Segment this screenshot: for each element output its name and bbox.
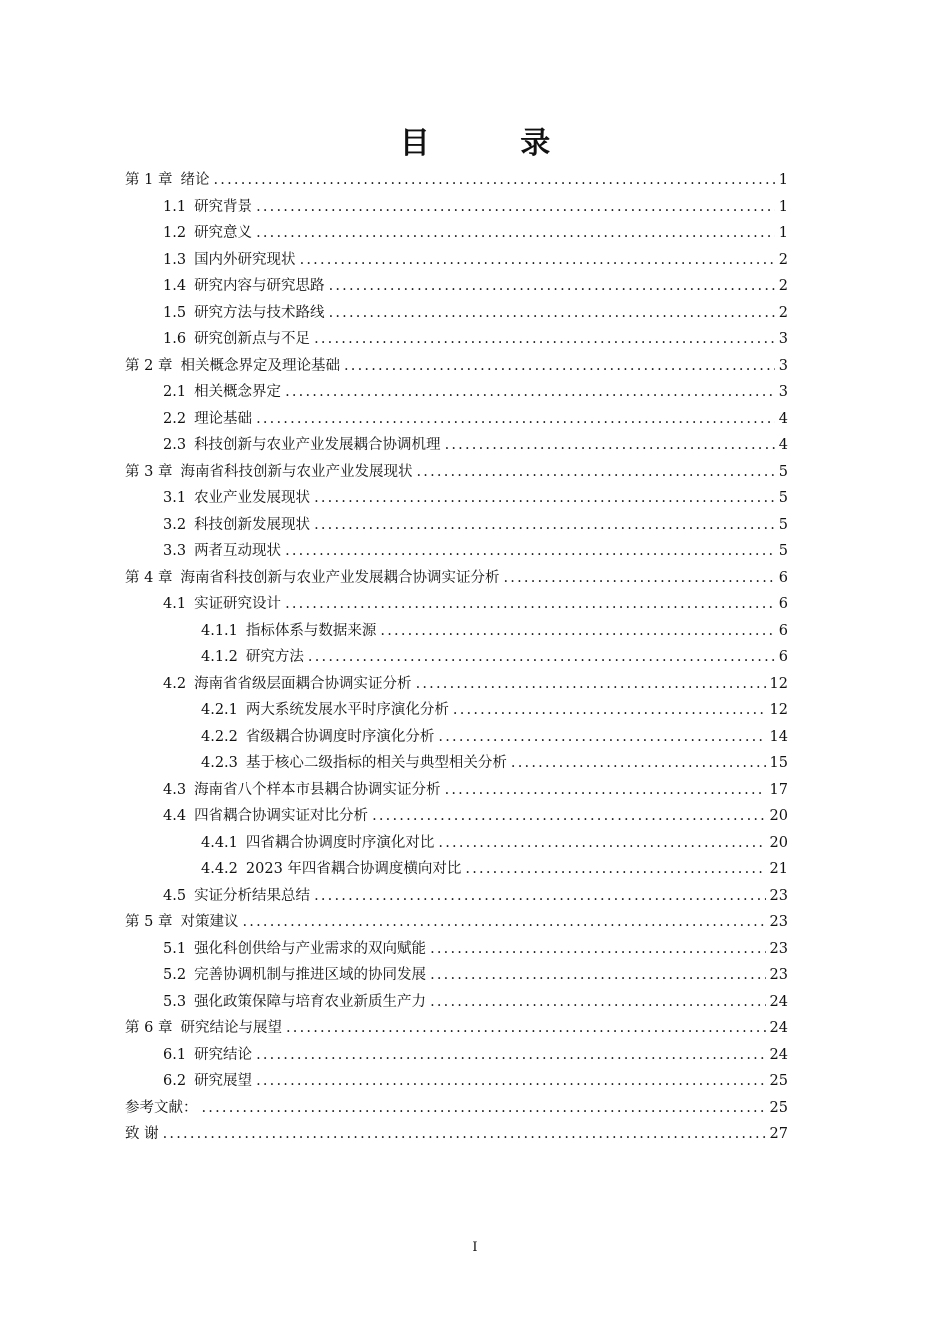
- toc-entry-page: 25: [769, 1073, 788, 1089]
- toc-entry-text: 研究意义: [194, 225, 253, 241]
- toc-entry-page: 3: [778, 357, 788, 374]
- toc-entry-label: [125, 353, 340, 380]
- toc-entry-label: [125, 1095, 198, 1122]
- toc-entry-page: 27: [769, 1126, 788, 1142]
- toc-entry[interactable]: [0, 671, 950, 698]
- toc-entry-label: [163, 671, 412, 698]
- toc-entry[interactable]: [0, 406, 950, 433]
- toc-entry-label: [163, 485, 310, 512]
- toc-entry-label: [125, 1121, 159, 1148]
- toc-entry-text: 相关概念界定及理论基础: [180, 357, 340, 374]
- toc-entry-number: 6.2: [163, 1073, 187, 1089]
- toc-entry-page: 5: [778, 543, 788, 559]
- toc-entry-text: 研究背景: [194, 198, 253, 215]
- toc-entry[interactable]: [0, 326, 950, 353]
- toc-entry-label: [163, 432, 441, 459]
- toc-entry[interactable]: [0, 962, 950, 989]
- toc-entry-label: [163, 194, 252, 221]
- toc-entry[interactable]: [0, 697, 950, 724]
- toc-entry-text: 科技创新发展现状: [194, 516, 311, 533]
- toc-entry-text: 实证分析结果总结: [194, 887, 311, 904]
- toc-entry-number: 2.1: [163, 384, 187, 400]
- toc-entry-text: 2023 年四省耦合协调度横向对比: [245, 861, 462, 877]
- toc-entry-page: 2: [778, 304, 788, 321]
- toc-entry-number: 5.3: [163, 993, 187, 1010]
- dot-leader: [416, 459, 774, 486]
- dot-leader: [285, 538, 775, 565]
- dot-leader: [314, 883, 765, 910]
- toc-entry-label: [163, 936, 426, 963]
- toc-entry-text: 研究展望: [194, 1073, 253, 1089]
- toc-entry[interactable]: [0, 856, 950, 883]
- toc-entry-page: 20: [769, 808, 788, 824]
- toc-entry[interactable]: [0, 432, 950, 459]
- toc-entry-page: 5: [778, 490, 788, 506]
- toc-entry-number: 第 3 章: [125, 463, 173, 480]
- toc-entry-label: [163, 273, 325, 300]
- toc-entry-text: 理论基础: [194, 410, 253, 427]
- toc-entry-number: 1.6: [163, 331, 187, 347]
- toc-entry-page: 5: [778, 516, 788, 533]
- dot-leader: [285, 379, 775, 406]
- toc-entry-page: 5: [778, 463, 788, 480]
- toc-entry-label: [201, 618, 376, 645]
- toc-entry-text: 实证研究设计: [194, 596, 282, 612]
- toc-entry[interactable]: [0, 247, 950, 274]
- toc-entry[interactable]: [0, 1068, 950, 1095]
- toc-entry[interactable]: [0, 353, 950, 380]
- toc-entry-label: [163, 591, 281, 618]
- toc-entry-label: [125, 167, 209, 194]
- toc-entry-page: 2: [778, 278, 788, 294]
- toc-entry[interactable]: [0, 220, 950, 247]
- toc-entry-number: 4.2: [163, 675, 187, 692]
- toc-entry[interactable]: [0, 1042, 950, 1069]
- dot-leader: [445, 432, 775, 459]
- toc-entry-number: 4.3: [163, 781, 187, 798]
- toc-entry-number: 4.4.1: [201, 834, 238, 851]
- dot-leader: [256, 1068, 765, 1095]
- toc-entry-label: [163, 406, 252, 433]
- toc-entry[interactable]: [0, 1015, 950, 1042]
- toc-entry-label: [201, 750, 507, 777]
- toc-entry-number: 4.2.1: [201, 702, 238, 718]
- toc-entry-number: 2.2: [163, 410, 187, 427]
- toc-entry-label: [201, 697, 449, 724]
- toc-entry-label: [201, 856, 461, 883]
- toc-entry[interactable]: [0, 167, 950, 194]
- toc-entry[interactable]: [0, 750, 950, 777]
- toc-entry-text: 海南省八个样本市县耦合协调实证分析: [194, 781, 441, 798]
- toc-entry[interactable]: [0, 1121, 950, 1148]
- toc-entry-number: 4.4: [163, 808, 187, 824]
- toc-entry-text: 四省耦合协调实证对比分析: [194, 808, 369, 824]
- dot-leader: [242, 909, 765, 936]
- toc-entry-number: 5.2: [163, 967, 187, 983]
- toc-entry-label: [163, 220, 252, 247]
- toc-entry[interactable]: [0, 565, 950, 592]
- toc-entry-label: [163, 989, 426, 1016]
- toc-entry-text: 海南省科技创新与农业产业发展现状: [180, 463, 413, 480]
- toc-entry-page: 24: [769, 993, 788, 1010]
- toc-entry-label: [201, 644, 304, 671]
- toc-entry-number: 1.4: [163, 278, 187, 294]
- toc-entry-page: 6: [778, 622, 788, 639]
- toc-entry[interactable]: [0, 618, 950, 645]
- dot-leader: [438, 724, 765, 751]
- toc-entry[interactable]: [0, 936, 950, 963]
- toc-entry[interactable]: [0, 591, 950, 618]
- toc-entry-page: 24: [769, 1020, 788, 1036]
- toc-entry-page: 15: [769, 755, 788, 771]
- toc-entry-text: 参考文献：: [125, 1099, 198, 1116]
- toc-entry-label: [201, 830, 434, 857]
- toc-entry-number: 第 2 章: [125, 357, 173, 374]
- toc-entry-page: 17: [769, 781, 788, 798]
- dot-leader: [300, 247, 775, 274]
- toc-entry[interactable]: [0, 512, 950, 539]
- dot-leader: [344, 353, 775, 380]
- table-of-contents: [0, 167, 950, 1148]
- dot-leader: [308, 644, 775, 671]
- toc-entry-number: 3.3: [163, 543, 187, 559]
- toc-entry-text: 绪论: [180, 172, 210, 188]
- toc-entry[interactable]: [0, 273, 950, 300]
- toc-entry[interactable]: [0, 909, 950, 936]
- toc-entry-text: 研究方法与技术路线: [194, 304, 325, 321]
- toc-title: 目 录: [399, 126, 591, 161]
- toc-entry-label: [125, 909, 238, 936]
- toc-entry-text: 国内外研究现状: [194, 251, 296, 268]
- toc-entry-text: 强化科创供给与产业需求的双向赋能: [194, 940, 427, 957]
- dot-leader: [285, 591, 775, 618]
- toc-entry[interactable]: [0, 485, 950, 512]
- dot-leader: [453, 697, 766, 724]
- toc-entry-label: [163, 300, 325, 327]
- toc-entry-page: 6: [778, 569, 788, 586]
- dot-leader: [286, 1015, 766, 1042]
- toc-entry-number: 3.2: [163, 516, 187, 533]
- dot-leader: [256, 220, 775, 247]
- toc-entry-page: 2: [778, 251, 788, 268]
- toc-entry[interactable]: [0, 538, 950, 565]
- toc-entry-text: 省级耦合协调度时序演化分析: [245, 728, 435, 745]
- dot-leader: [438, 830, 765, 857]
- toc-entry-number: 1.1: [163, 198, 187, 215]
- toc-entry-number: 2.3: [163, 437, 187, 453]
- toc-entry-text: 两大系统发展水平时序演化分析: [245, 702, 449, 718]
- toc-entry-text: 对策建议: [180, 914, 239, 930]
- toc-entry[interactable]: [0, 194, 950, 221]
- toc-entry-page: 3: [778, 384, 788, 400]
- toc-entry-text: 海南省省级层面耦合协调实证分析: [194, 675, 412, 692]
- dot-leader: [511, 750, 766, 777]
- dot-leader: [256, 194, 775, 221]
- toc-entry-number: 4.1.2: [201, 649, 238, 665]
- toc-entry[interactable]: [0, 379, 950, 406]
- toc-entry-text: 完善协调机制与推进区域的协同发展: [194, 967, 427, 983]
- toc-entry-label: [201, 724, 434, 751]
- toc-entry[interactable]: [0, 459, 950, 486]
- toc-entry[interactable]: [0, 883, 950, 910]
- toc-entry-page: 1: [778, 172, 788, 188]
- toc-entry-label: [125, 459, 412, 486]
- dot-leader: [256, 406, 775, 433]
- toc-entry[interactable]: [0, 989, 950, 1016]
- toc-entry-page: 1: [778, 225, 788, 241]
- toc-entry-text: 基于核心二级指标的相关与典型相关分析: [245, 755, 507, 771]
- toc-entry-page: 4: [778, 410, 788, 427]
- toc-entry-label: [125, 1015, 282, 1042]
- toc-entry-page: 3: [778, 331, 788, 347]
- toc-entry-label: [163, 1068, 252, 1095]
- toc-entry-number: 6.1: [163, 1046, 187, 1063]
- toc-entry-number: 第 1 章: [125, 172, 173, 188]
- toc-entry-number: 4.2.2: [201, 728, 238, 745]
- dot-leader: [445, 777, 766, 804]
- toc-entry-page: 14: [769, 728, 788, 745]
- dot-leader: [314, 485, 775, 512]
- dot-leader: [430, 936, 765, 963]
- toc-entry[interactable]: [0, 644, 950, 671]
- toc-entry-number: 3.1: [163, 490, 187, 506]
- toc-entry-label: [163, 962, 426, 989]
- dot-leader: [465, 856, 765, 883]
- toc-entry[interactable]: [0, 724, 950, 751]
- dot-leader: [416, 671, 766, 698]
- toc-entry-number: 4.2.3: [201, 755, 238, 771]
- toc-entry-text: 指标体系与数据来源: [245, 622, 377, 639]
- toc-entry-number: 第 5 章: [125, 914, 173, 930]
- dot-leader: [163, 1121, 766, 1148]
- dot-leader: [380, 618, 774, 645]
- toc-entry-text: 研究结论与展望: [180, 1020, 282, 1036]
- toc-entry[interactable]: [0, 1095, 950, 1122]
- dot-leader: [329, 300, 775, 327]
- toc-entry-number: 1.3: [163, 251, 187, 268]
- toc-entry-page: 23: [769, 967, 788, 983]
- toc-entry-label: [163, 379, 281, 406]
- toc-entry-page: 20: [769, 834, 788, 851]
- toc-entry-text: 致 谢: [125, 1126, 159, 1142]
- toc-entry-page: 23: [769, 887, 788, 904]
- toc-entry-label: [125, 565, 499, 592]
- toc-entry[interactable]: [0, 777, 950, 804]
- dot-leader: [503, 565, 774, 592]
- toc-entry-text: 农业产业发展现状: [194, 490, 311, 506]
- toc-entry-page: 4: [778, 437, 788, 453]
- toc-entry[interactable]: [0, 830, 950, 857]
- toc-entry-text: 研究内容与研究思路: [194, 278, 325, 294]
- dot-leader: [202, 1095, 766, 1122]
- toc-entry-label: [163, 512, 310, 539]
- dot-leader: [329, 273, 775, 300]
- toc-entry-page: 23: [769, 940, 788, 957]
- toc-entry-number: 4.1: [163, 596, 187, 612]
- dot-leader: [314, 326, 775, 353]
- toc-entry-page: 1: [778, 198, 788, 215]
- toc-entry-number: 第 6 章: [125, 1020, 173, 1036]
- toc-entry-text: 四省耦合协调度时序演化对比: [245, 834, 435, 851]
- toc-entry-label: [163, 326, 310, 353]
- toc-entry-page: 21: [769, 861, 788, 877]
- toc-entry-page: 24: [769, 1046, 788, 1063]
- toc-entry[interactable]: [0, 300, 950, 327]
- toc-entry-number: 1.2: [163, 225, 187, 241]
- toc-entry-text: 研究创新点与不足: [194, 331, 311, 347]
- toc-entry-number: 4.1.1: [201, 622, 238, 639]
- toc-entry-page: 25: [769, 1099, 788, 1116]
- dot-leader: [256, 1042, 765, 1069]
- toc-entry-number: 5.1: [163, 940, 187, 957]
- dot-leader: [213, 167, 774, 194]
- toc-entry-label: [163, 1042, 252, 1069]
- toc-entry-text: 强化政策保障与培育农业新质生产力: [194, 993, 427, 1010]
- toc-entry-number: 第 4 章: [125, 569, 173, 586]
- toc-entry-page: 12: [769, 675, 788, 692]
- toc-entry-page: 6: [778, 596, 788, 612]
- toc-entry-number: 1.5: [163, 304, 187, 321]
- dot-leader: [430, 989, 765, 1016]
- toc-entry-text: 研究结论: [194, 1046, 253, 1063]
- page-number-footer: I: [472, 1240, 478, 1255]
- toc-entry-text: 两者互动现状: [194, 543, 282, 559]
- toc-entry-label: [163, 777, 441, 804]
- toc-entry-text: 相关概念界定: [194, 384, 282, 400]
- toc-entry-number: 4.4.2: [201, 861, 238, 877]
- dot-leader: [430, 962, 765, 989]
- toc-entry-label: [163, 803, 368, 830]
- toc-entry-label: [163, 538, 281, 565]
- toc-entry-label: [163, 247, 296, 274]
- toc-entry-text: 海南省科技创新与农业产业发展耦合协调实证分析: [180, 569, 500, 586]
- toc-entry-label: [163, 883, 310, 910]
- dot-leader: [314, 512, 775, 539]
- toc-entry-page: 23: [769, 914, 788, 930]
- toc-entry-page: 6: [778, 649, 788, 665]
- toc-entry-text: 研究方法: [245, 649, 304, 665]
- toc-entry[interactable]: [0, 803, 950, 830]
- toc-entry-number: 4.5: [163, 887, 187, 904]
- toc-entry-text: 科技创新与农业产业发展耦合协调机理: [194, 437, 441, 453]
- toc-entry-page: 12: [769, 702, 788, 718]
- dot-leader: [372, 803, 765, 830]
